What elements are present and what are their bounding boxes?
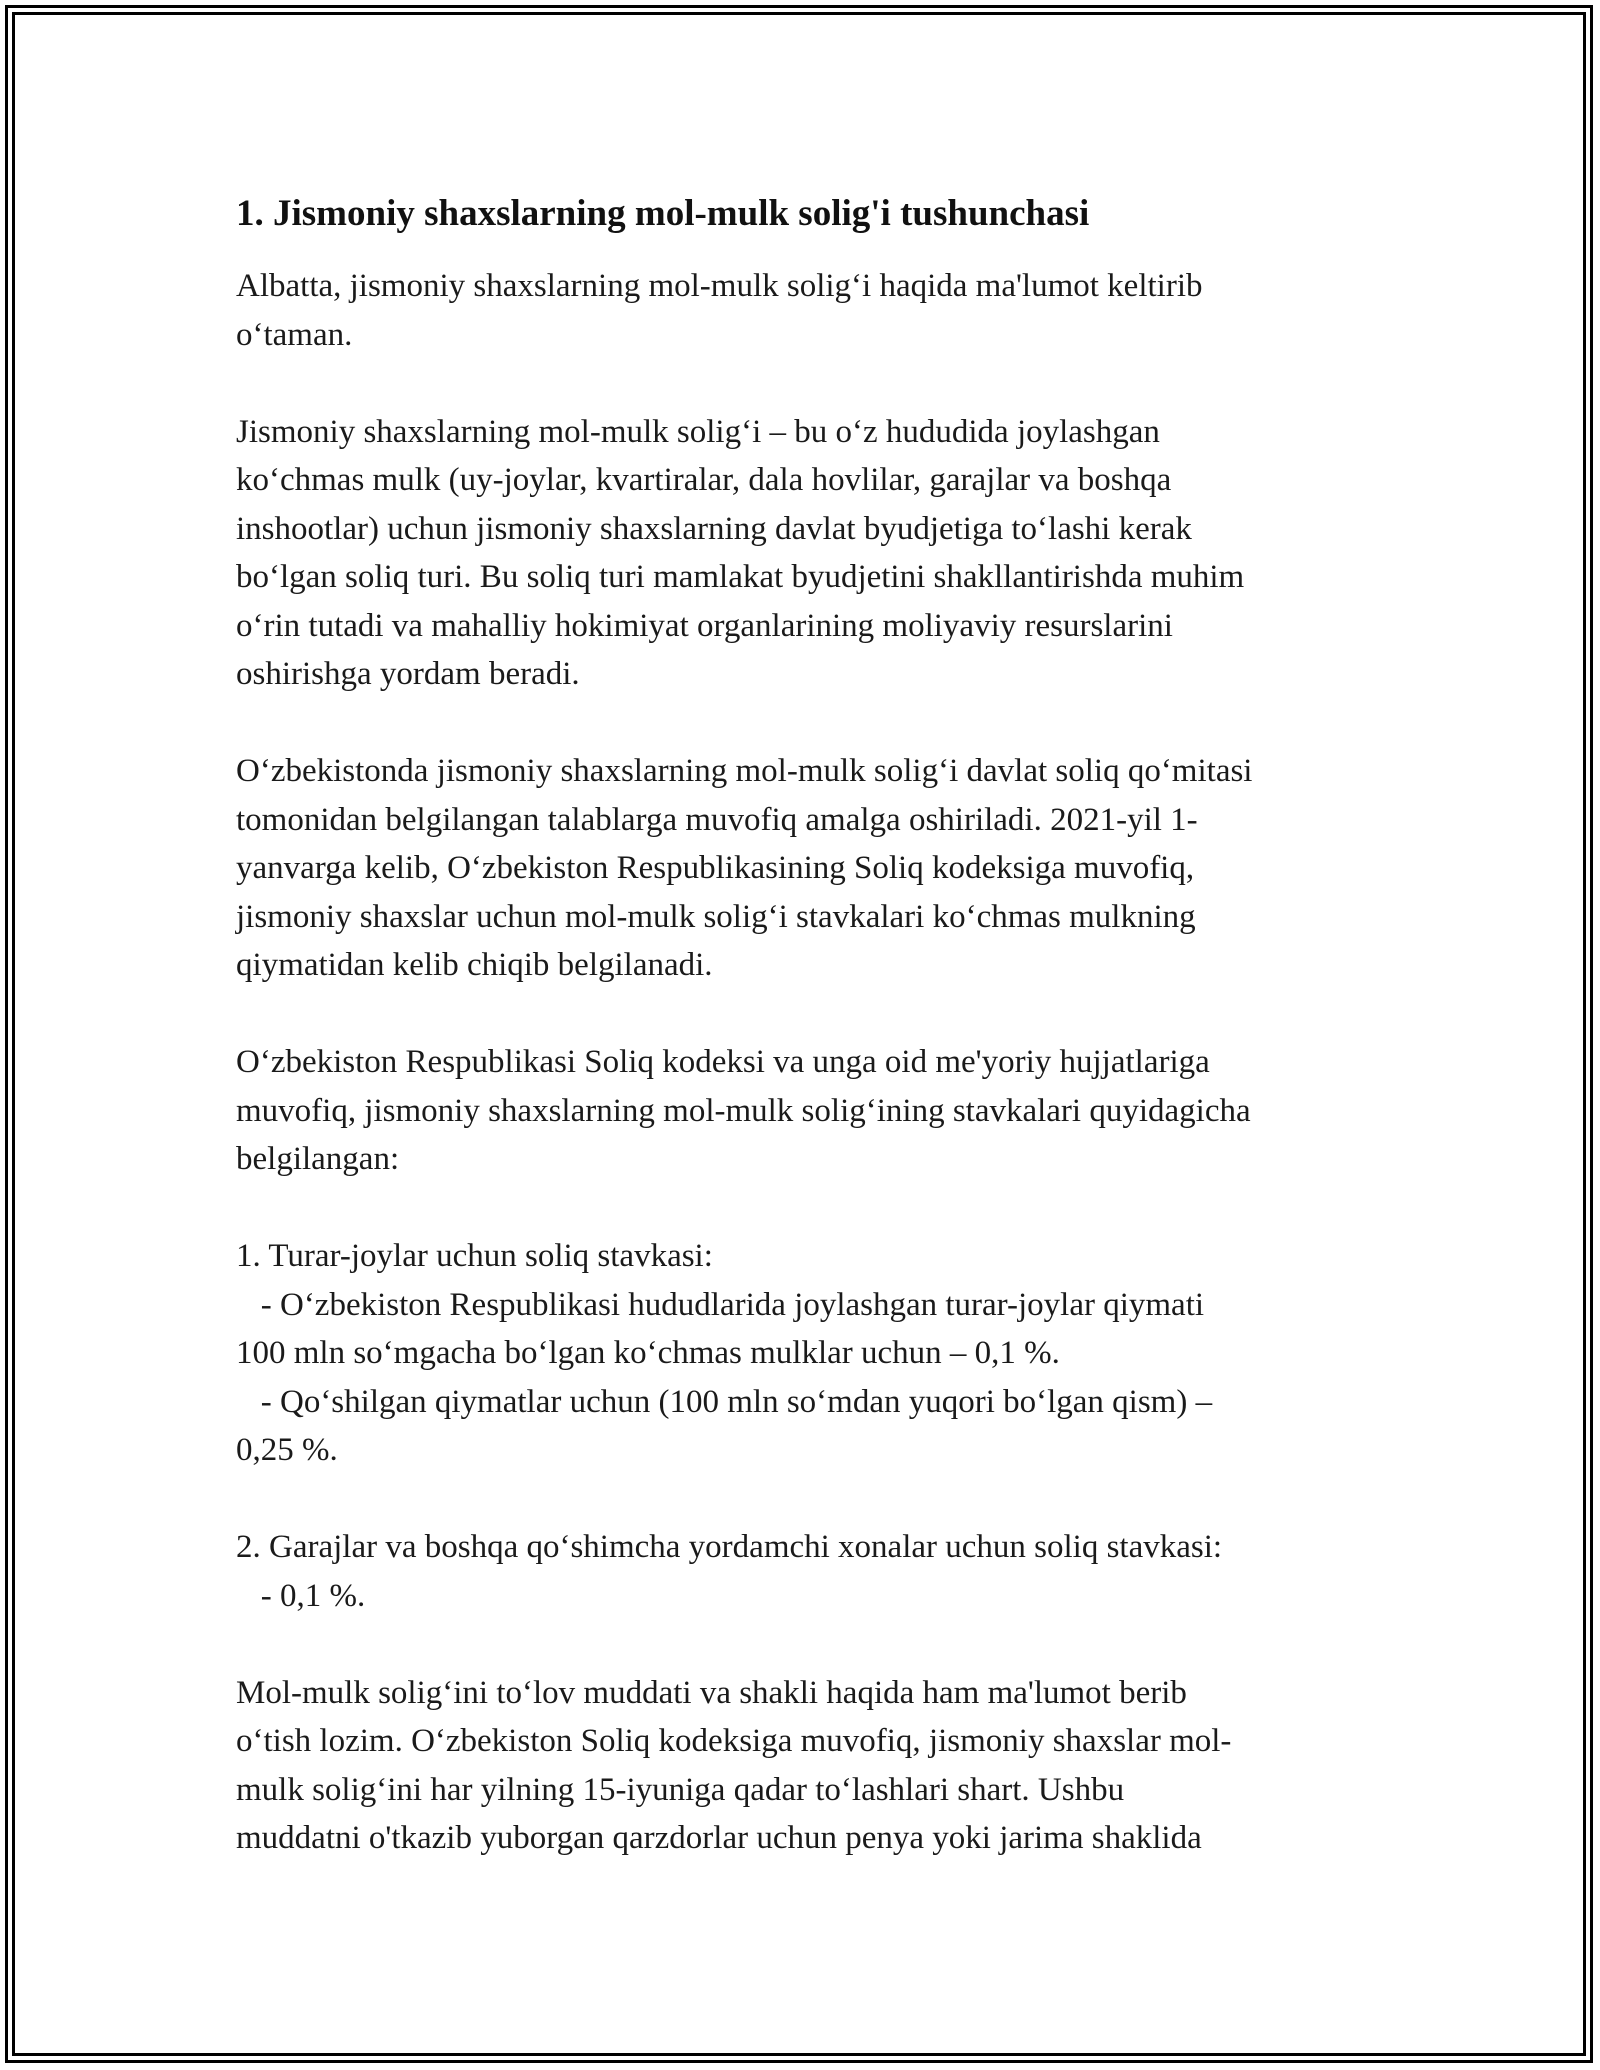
text-line: oshirishga yordam beradi.	[236, 656, 580, 692]
text-line: muddatni o'tkazib yuborgan qarzdorlar uchun penya yoki jarima shaklida	[236, 1820, 1202, 1856]
paragraph	[236, 408, 1376, 699]
text-line: - Qo‘shilgan qiymatlar uchun (100 mln so‘mdan yuqori bo‘lgan qism) –	[236, 1383, 1213, 1420]
text-line: 2. Garajlar va boshqa qo‘shimcha yordamchi xonalar uchun soliq stavkasi:	[236, 1529, 1223, 1565]
paragraph	[236, 1232, 1376, 1475]
text-line: - 0,1 %.	[236, 1577, 366, 1614]
text-line: 100 mln so‘mgacha bo‘lgan ko‘chmas mulklar uchun – 0,1 %.	[236, 1335, 1060, 1371]
paragraph	[236, 1669, 1376, 1863]
text-line: 0,25 %.	[236, 1432, 338, 1468]
text-line: o‘rin tutadi va mahalliy hokimiyat organlarining moliyaviy resurslarini	[236, 607, 1173, 644]
text-line: 1. Turar-joylar uchun soliq stavkasi:	[236, 1238, 713, 1274]
text-line: o‘tish lozim. O‘zbekiston Soliq kodeksiga muvofiq, jismoniy shaxslar mol-	[236, 1723, 1232, 1759]
text-line: ko‘chmas mulk (uy-joylar, kvartiralar, dala hovlilar, garajlar va boshqa	[236, 462, 1172, 498]
paragraph	[236, 1523, 1376, 1620]
text-line: jismoniy shaxslar uchun mol-mulk solig‘i stavkalari ko‘chmas mulkning	[236, 898, 1196, 935]
paragraph	[236, 747, 1376, 990]
text-line: O‘zbekistonda jismoniy shaxslarning mol-mulk solig‘i davlat soliq qo‘mitasi	[236, 753, 1253, 789]
text-line: o‘taman.	[236, 316, 353, 353]
text-line: belgilangan:	[236, 1141, 400, 1177]
paragraph	[236, 1038, 1376, 1184]
text-line: O‘zbekiston Respublikasi Soliq kodeksi va unga oid me'yoriy hujjatlariga	[236, 1044, 1210, 1080]
text-line: muvofiq, jismoniy shaxslarning mol-mulk solig‘ining stavkalari quyidagicha	[236, 1092, 1251, 1129]
text-line: inshootlar) uchun jismoniy shaxslarning davlat byudjetiga to‘lashi kerak	[236, 510, 1192, 547]
text-line: Jismoniy shaxslarning mol-mulk solig‘i – bu o‘z hududida joylashgan	[236, 413, 1160, 450]
text-line: qiymatidan kelib chiqib belgilanadi.	[236, 947, 713, 983]
text-line: yanvarga kelib, O‘zbekiston Respublikasining Soliq kodeksiga muvofiq,	[236, 850, 1195, 886]
text-line: Mol-mulk solig‘ini to‘lov muddati va shakli haqida ham ma'lumot berib	[236, 1674, 1187, 1711]
text-line: - O‘zbekiston Respublikasi hududlarida joylashgan turar-joylar qiymati	[236, 1286, 1205, 1323]
paragraph	[236, 262, 1376, 359]
paragraph-list	[236, 262, 1376, 1863]
text-line: mulk solig‘ini har yilning 15-iyuniga qadar to‘lashlari shart. Ushbu	[236, 1771, 1125, 1808]
text-line: bo‘lgan soliq turi. Bu soliq turi mamlakat byudjetini shakllantirishda muhim	[236, 559, 1245, 595]
text-line: tomonidan belgilangan talablarga muvofiq amalga oshiriladi. 2021-yil 1-	[236, 801, 1198, 838]
text-line: Albatta, jismoniy shaxslarning mol-mulk solig‘i haqida ma'lumot keltirib	[236, 268, 1203, 304]
document-title: 1. Jismoniy shaxslarning mol-mulk solig'i tushunchasi	[236, 193, 1090, 234]
document-body	[236, 186, 1376, 1911]
